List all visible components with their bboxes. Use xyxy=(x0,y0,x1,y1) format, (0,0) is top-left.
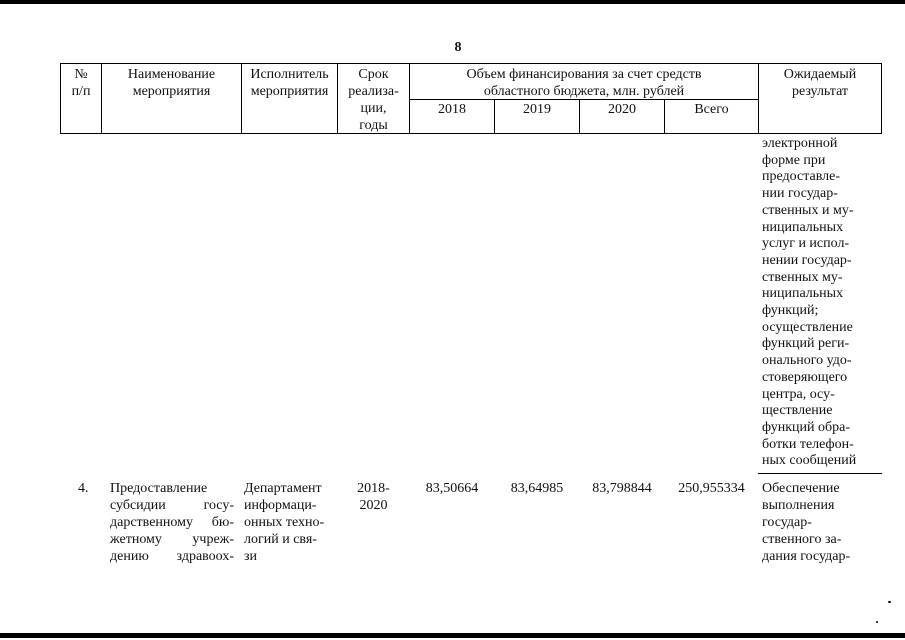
row4-expected-result: Обеспечение выполнения государ- ственного за- дания государ- xyxy=(762,481,851,564)
header-year-2019: 2019 xyxy=(523,102,551,117)
row4-value-2020: 83,798844 xyxy=(592,481,652,496)
scan-speck xyxy=(876,621,878,623)
row4-number: 4. xyxy=(78,481,89,496)
header-year-2018: 2018 xyxy=(438,102,466,117)
table-right-line xyxy=(881,63,882,134)
header-year-2020: 2020 xyxy=(608,102,636,117)
header-executor: Исполнитель мероприятия xyxy=(250,67,329,99)
header-activity-name: Наименование мероприятия xyxy=(127,67,216,99)
page-number: 8 xyxy=(454,40,462,55)
row4-name-line-5: дению здравоох- xyxy=(110,549,234,564)
row-separator-line xyxy=(758,473,882,474)
header-financing: Объем финансирования за счет средств областного бюджета, млн. рублей xyxy=(466,67,702,99)
row4-name-line-3: дарственному бю- xyxy=(110,515,234,530)
scan-speck xyxy=(888,601,891,603)
row4-value-2019: 83,64985 xyxy=(510,481,564,496)
header-number: № п/п xyxy=(71,67,91,99)
header-term: Срок реализа- ции, годы xyxy=(348,67,399,133)
continued-result-text: электронной форме при предоставле- нии государ- ственных и му- ниципальных услуг и испол- нении государ- ственных му- ниципальных функций; осуществление функций реги- онального удо- стоверяющего центра, осу- ществление функций обра- ботки телефон- ных сообщений xyxy=(762,136,857,469)
row4-total: 250,955334 xyxy=(678,481,745,496)
row4-name-line-4: жетному учреж- xyxy=(110,532,234,547)
row4-name-line-2: субсидии госу- xyxy=(110,498,234,513)
row4-name-line-1: Предоставление xyxy=(110,481,208,496)
row4-value-2018: 83,50664 xyxy=(425,481,479,496)
row4-activity-name xyxy=(110,480,234,565)
header-total: Всего xyxy=(694,102,729,117)
header-expected-result: Ожидаемый результат xyxy=(783,67,857,99)
row4-term: 2018- 2020 xyxy=(357,481,390,513)
row4-executor: Департамент информаци- онных техно- логий и свя- зи xyxy=(244,481,325,564)
